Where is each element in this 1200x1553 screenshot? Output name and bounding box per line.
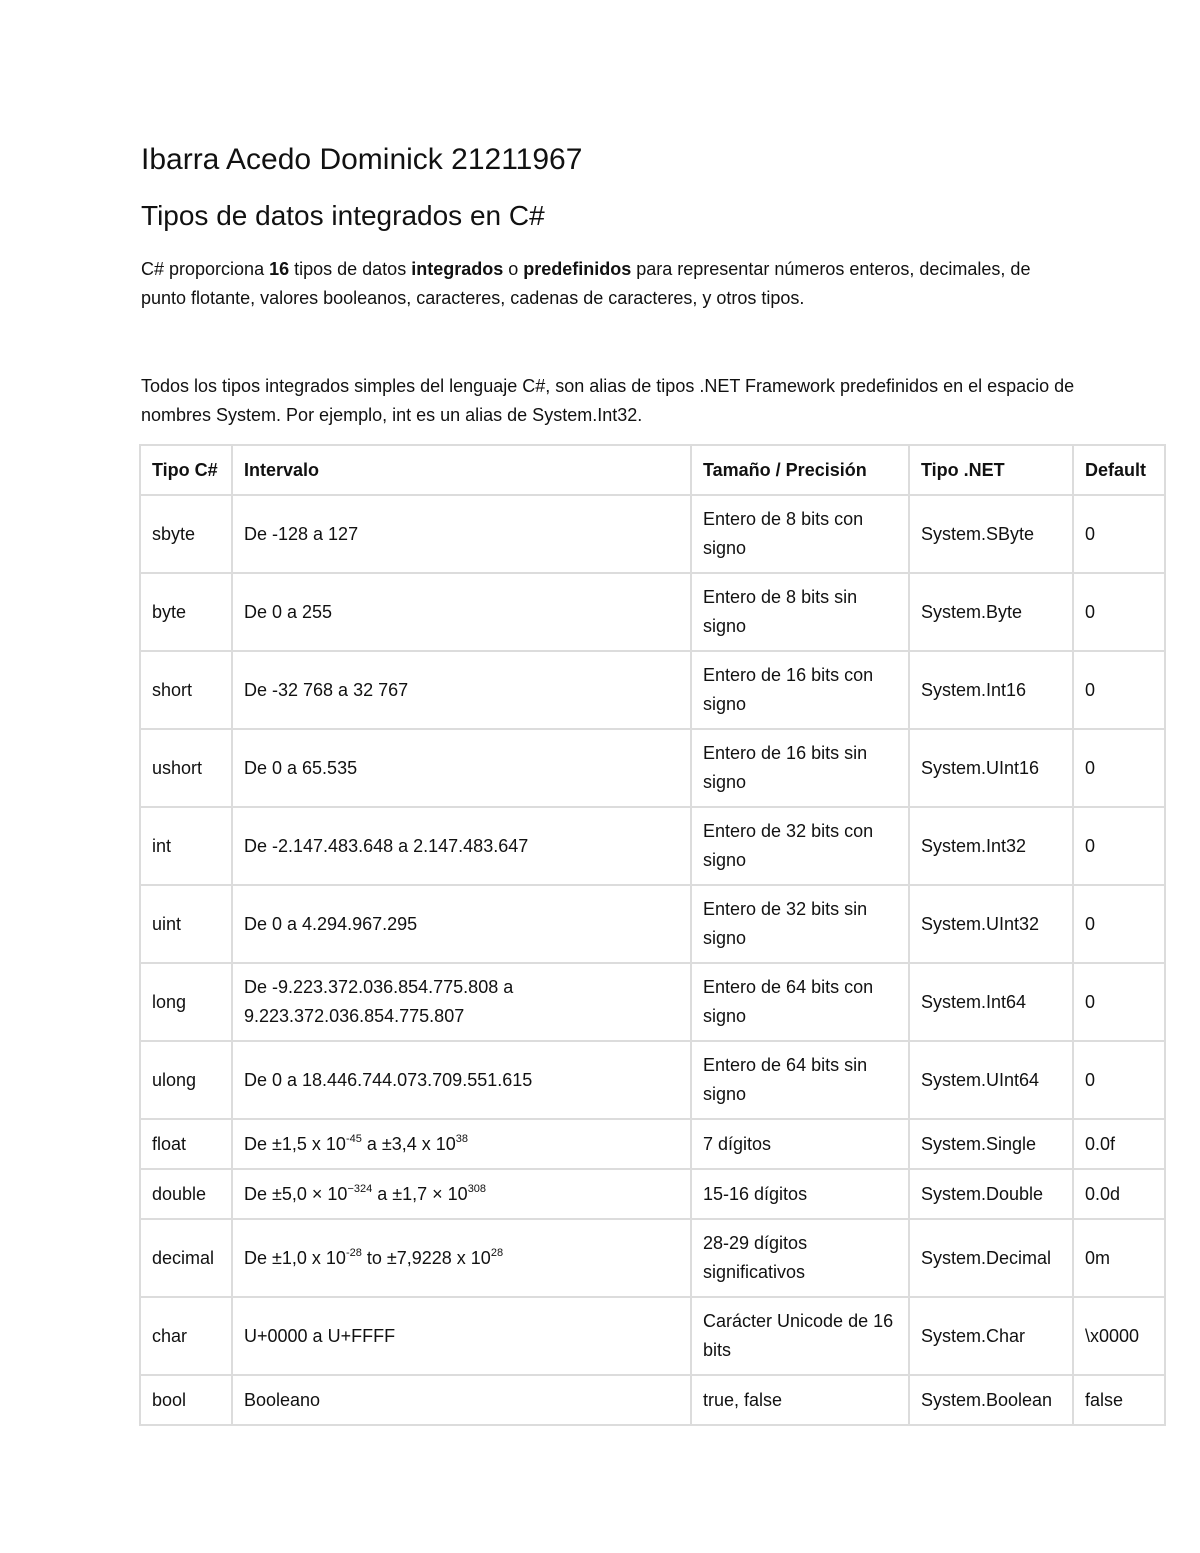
table-row bbox=[140, 1297, 1165, 1375]
range-text: De ±1,0 x 10 bbox=[244, 1247, 346, 1268]
table-row bbox=[140, 651, 1165, 729]
cell-net: System.Byte bbox=[909, 573, 1073, 651]
cell-range: Booleano bbox=[232, 1375, 691, 1425]
table-row bbox=[140, 885, 1165, 963]
table-row bbox=[140, 963, 1165, 1041]
cell-range: De -2.147.483.648 a 2.147.483.647 bbox=[232, 807, 691, 885]
intro-bold-count: 16 bbox=[269, 259, 290, 279]
cell-net: System.Int16 bbox=[909, 651, 1073, 729]
cell-range bbox=[232, 1219, 691, 1297]
range-exponent: 308 bbox=[467, 1182, 487, 1195]
cell-default: 0 bbox=[1073, 573, 1165, 651]
cell-default: 0m bbox=[1073, 1219, 1165, 1297]
range-text: a ±3,4 x 10 bbox=[361, 1133, 456, 1154]
cell-net: System.Char bbox=[909, 1297, 1073, 1375]
cell-net: System.Double bbox=[909, 1169, 1073, 1219]
table-row bbox=[140, 1219, 1165, 1297]
cell-range bbox=[232, 1169, 691, 1219]
cell-net: System.Decimal bbox=[909, 1219, 1073, 1297]
cell-range: De 0 a 18.446.744.073.709.551.615 bbox=[232, 1041, 691, 1119]
table-row bbox=[140, 807, 1165, 885]
cell-default: 0.0d bbox=[1073, 1169, 1165, 1219]
cell-type: int bbox=[140, 807, 232, 885]
cell-default: \x0000 bbox=[1073, 1297, 1165, 1375]
cell-range: De -32 768 a 32 767 bbox=[232, 651, 691, 729]
intro-bold-integrated: integrados bbox=[411, 259, 504, 279]
cell-net: System.SByte bbox=[909, 495, 1073, 573]
cell-range: De 0 a 255 bbox=[232, 573, 691, 651]
cell-size: Entero de 64 bits con signo bbox=[691, 963, 909, 1041]
range-exponent: -45 bbox=[345, 1132, 362, 1145]
range-exponent: 28 bbox=[490, 1246, 504, 1259]
cell-default: 0 bbox=[1073, 495, 1165, 573]
cell-size: 7 dígitos bbox=[691, 1119, 909, 1169]
table-row bbox=[140, 1169, 1165, 1219]
table-row bbox=[140, 495, 1165, 573]
table-row bbox=[140, 1119, 1165, 1169]
cell-net: System.Int64 bbox=[909, 963, 1073, 1041]
header-net-type: Tipo .NET bbox=[909, 445, 1073, 495]
cell-default: false bbox=[1073, 1375, 1165, 1425]
table-row bbox=[140, 729, 1165, 807]
cell-type: double bbox=[140, 1169, 232, 1219]
cell-range: De -128 a 127 bbox=[232, 495, 691, 573]
cell-size: Carácter Unicode de 16 bits bbox=[691, 1297, 909, 1375]
header-default: Default bbox=[1073, 445, 1165, 495]
cell-size: 28-29 dígitos significativos bbox=[691, 1219, 909, 1297]
cell-type: char bbox=[140, 1297, 232, 1375]
cell-size: true, false bbox=[691, 1375, 909, 1425]
cell-default: 0 bbox=[1073, 963, 1165, 1041]
range-text: De ±1,5 x 10 bbox=[244, 1133, 346, 1154]
cell-type: long bbox=[140, 963, 232, 1041]
cell-net: System.Boolean bbox=[909, 1375, 1073, 1425]
cell-default: 0 bbox=[1073, 729, 1165, 807]
data-types-table bbox=[139, 444, 1166, 1426]
cell-default: 0 bbox=[1073, 885, 1165, 963]
table-row bbox=[140, 1041, 1165, 1119]
cell-type: decimal bbox=[140, 1219, 232, 1297]
cell-type: uint bbox=[140, 885, 232, 963]
intro-text: tipos de datos bbox=[289, 259, 412, 279]
range-text: to ±7,9228 x 10 bbox=[361, 1247, 491, 1268]
cell-type: ulong bbox=[140, 1041, 232, 1119]
cell-type: bool bbox=[140, 1375, 232, 1425]
cell-default: 0.0f bbox=[1073, 1119, 1165, 1169]
page-title: Tipos de datos integrados en C# bbox=[141, 200, 545, 231]
cell-range bbox=[232, 1119, 691, 1169]
cell-size: Entero de 64 bits sin signo bbox=[691, 1041, 909, 1119]
header-size: Tamaño / Precisión bbox=[691, 445, 909, 495]
range-exponent: -28 bbox=[345, 1246, 362, 1259]
cell-type: byte bbox=[140, 573, 232, 651]
cell-type: float bbox=[140, 1119, 232, 1169]
cell-size: Entero de 32 bits con signo bbox=[691, 807, 909, 885]
intro-text: C# proporciona bbox=[141, 259, 270, 279]
cell-range: U+0000 a U+FFFF bbox=[232, 1297, 691, 1375]
intro-paragraph-1 bbox=[141, 255, 1041, 313]
cell-type: short bbox=[140, 651, 232, 729]
cell-range: De -9.223.372.036.854.775.808 a 9.223.372.036.854.775.807 bbox=[232, 963, 691, 1041]
cell-net: System.UInt16 bbox=[909, 729, 1073, 807]
cell-range: De 0 a 4.294.967.295 bbox=[232, 885, 691, 963]
cell-net: System.Single bbox=[909, 1119, 1073, 1169]
cell-size: Entero de 16 bits sin signo bbox=[691, 729, 909, 807]
cell-net: System.UInt64 bbox=[909, 1041, 1073, 1119]
intro-text: para representar números enteros, decimales, de punto flotante, valores booleanos, caracteres, cadenas de caracteres, y otros tipos. bbox=[141, 259, 1031, 308]
range-exponent: −324 bbox=[347, 1182, 373, 1195]
table-row bbox=[140, 573, 1165, 651]
cell-size: Entero de 8 bits con signo bbox=[691, 495, 909, 573]
cell-range: De 0 a 65.535 bbox=[232, 729, 691, 807]
range-exponent: 38 bbox=[455, 1132, 469, 1145]
author-heading: Ibarra Acedo Dominick 21211967 bbox=[141, 143, 583, 176]
table-row bbox=[140, 1375, 1165, 1425]
intro-text: o bbox=[503, 259, 524, 279]
table-header-row bbox=[140, 445, 1165, 495]
cell-net: System.UInt32 bbox=[909, 885, 1073, 963]
cell-type: ushort bbox=[140, 729, 232, 807]
cell-size: Entero de 16 bits con signo bbox=[691, 651, 909, 729]
range-text: a ±1,7 × 10 bbox=[372, 1183, 468, 1204]
cell-size: Entero de 32 bits sin signo bbox=[691, 885, 909, 963]
cell-default: 0 bbox=[1073, 807, 1165, 885]
cell-size: 15-16 dígitos bbox=[691, 1169, 909, 1219]
header-range: Intervalo bbox=[232, 445, 691, 495]
cell-type: sbyte bbox=[140, 495, 232, 573]
cell-net: System.Int32 bbox=[909, 807, 1073, 885]
header-type: Tipo C# bbox=[140, 445, 232, 495]
range-text: De ±5,0 × 10 bbox=[244, 1183, 348, 1204]
cell-size: Entero de 8 bits sin signo bbox=[691, 573, 909, 651]
intro-bold-predefined: predefinidos bbox=[523, 259, 632, 279]
cell-default: 0 bbox=[1073, 1041, 1165, 1119]
cell-default: 0 bbox=[1073, 651, 1165, 729]
intro-paragraph-2: Todos los tipos integrados simples del lenguaje C#, son alias de tipos .NET Framework predefinidos en el espacio de nombres System. Por ejemplo, int es un alias de System.Int32. bbox=[141, 376, 1075, 425]
